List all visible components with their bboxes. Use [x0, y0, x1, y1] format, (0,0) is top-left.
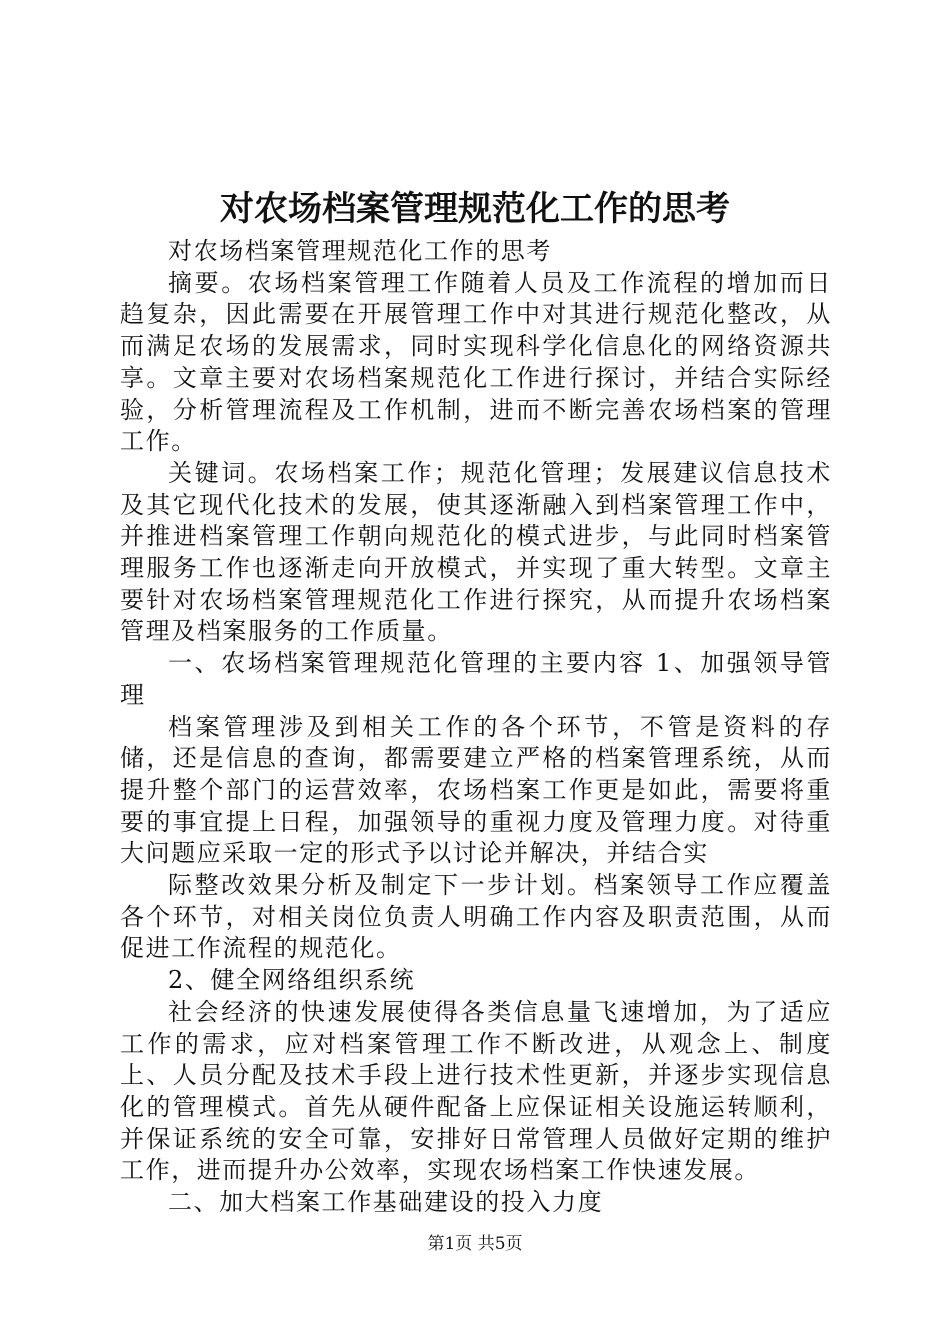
- subsection-heading-2: 2、健全网络组织系统: [168, 966, 416, 995]
- paragraph-keywords: 关键词。农场档案工作；规范化管理；发展建议信息技术及其它现代化技术的发展，使其逐渐融入到档案管理工作中，并推进档案管理工作朝向规范化的模式进步，与此同时档案管理服务工作也逐渐走向开放模式，并实现了重大转型。文章主要针对农场档案管理规范化工作进行探究，从而提升农场档案管理及档案服务的工作质量。: [120, 458, 832, 646]
- document-body: [120, 236, 832, 1219]
- section-heading-2: 二、加大档案工作基础建设的投入力度: [168, 1188, 604, 1217]
- paragraph-leadership: 档案管理涉及到相关工作的各个环节，不管是资料的存储，还是信息的查询，都需要建立严格的档案管理系统，从而提升整个部门的运营效率，农场档案工作更是如此，需要将重要的事宜提上日程，加强领导的重视力度及管理力度。对待重大问题应采取一定的形式予以讨论并解决，并结合实: [120, 712, 832, 868]
- section-heading-1: 一、农场档案管理规范化管理的主要内容 1、加强领导管理: [120, 649, 832, 709]
- paragraph-abstract: 摘要。农场档案管理工作随着人员及工作流程的增加而日趋复杂，因此需要在开展管理工作中对其进行规范化整改，从而满足农场的发展需求，同时实现科学化信息化的网络资源共享。文章主要对农场档案规范化工作进行探讨，并结合实际经验，分析管理流程及工作机制，进而不断完善农场档案的管理工作。: [120, 268, 832, 456]
- paragraph-subtitle: 对农场档案管理规范化工作的思考: [168, 237, 552, 265]
- document-title: 对农场档案管理规范化工作的思考: [220, 189, 730, 229]
- paragraph-leadership-continued: 际整改效果分析及制定下一步计划。档案领导工作应覆盖各个环节，对相关岗位负责人明确工作内容及职责范围，从而促进工作流程的规范化。: [120, 871, 832, 963]
- page-number-footer: 第1页 共5页: [427, 1234, 523, 1254]
- paragraph-network-system: 社会经济的快速发展使得各类信息量飞速增加，为了适应工作的需求，应对档案管理工作不断改进，从观念上、制度上、人员分配及技术手段上进行技术性更新，并逐步实现信息化的管理模式。首先从硬件配备上应保证相关设施运转顺利，并保证系统的安全可靠，安排好日常管理人员做好定期的维护工作，进而提升办公效率，实现农场档案工作快速发展。: [120, 997, 832, 1185]
